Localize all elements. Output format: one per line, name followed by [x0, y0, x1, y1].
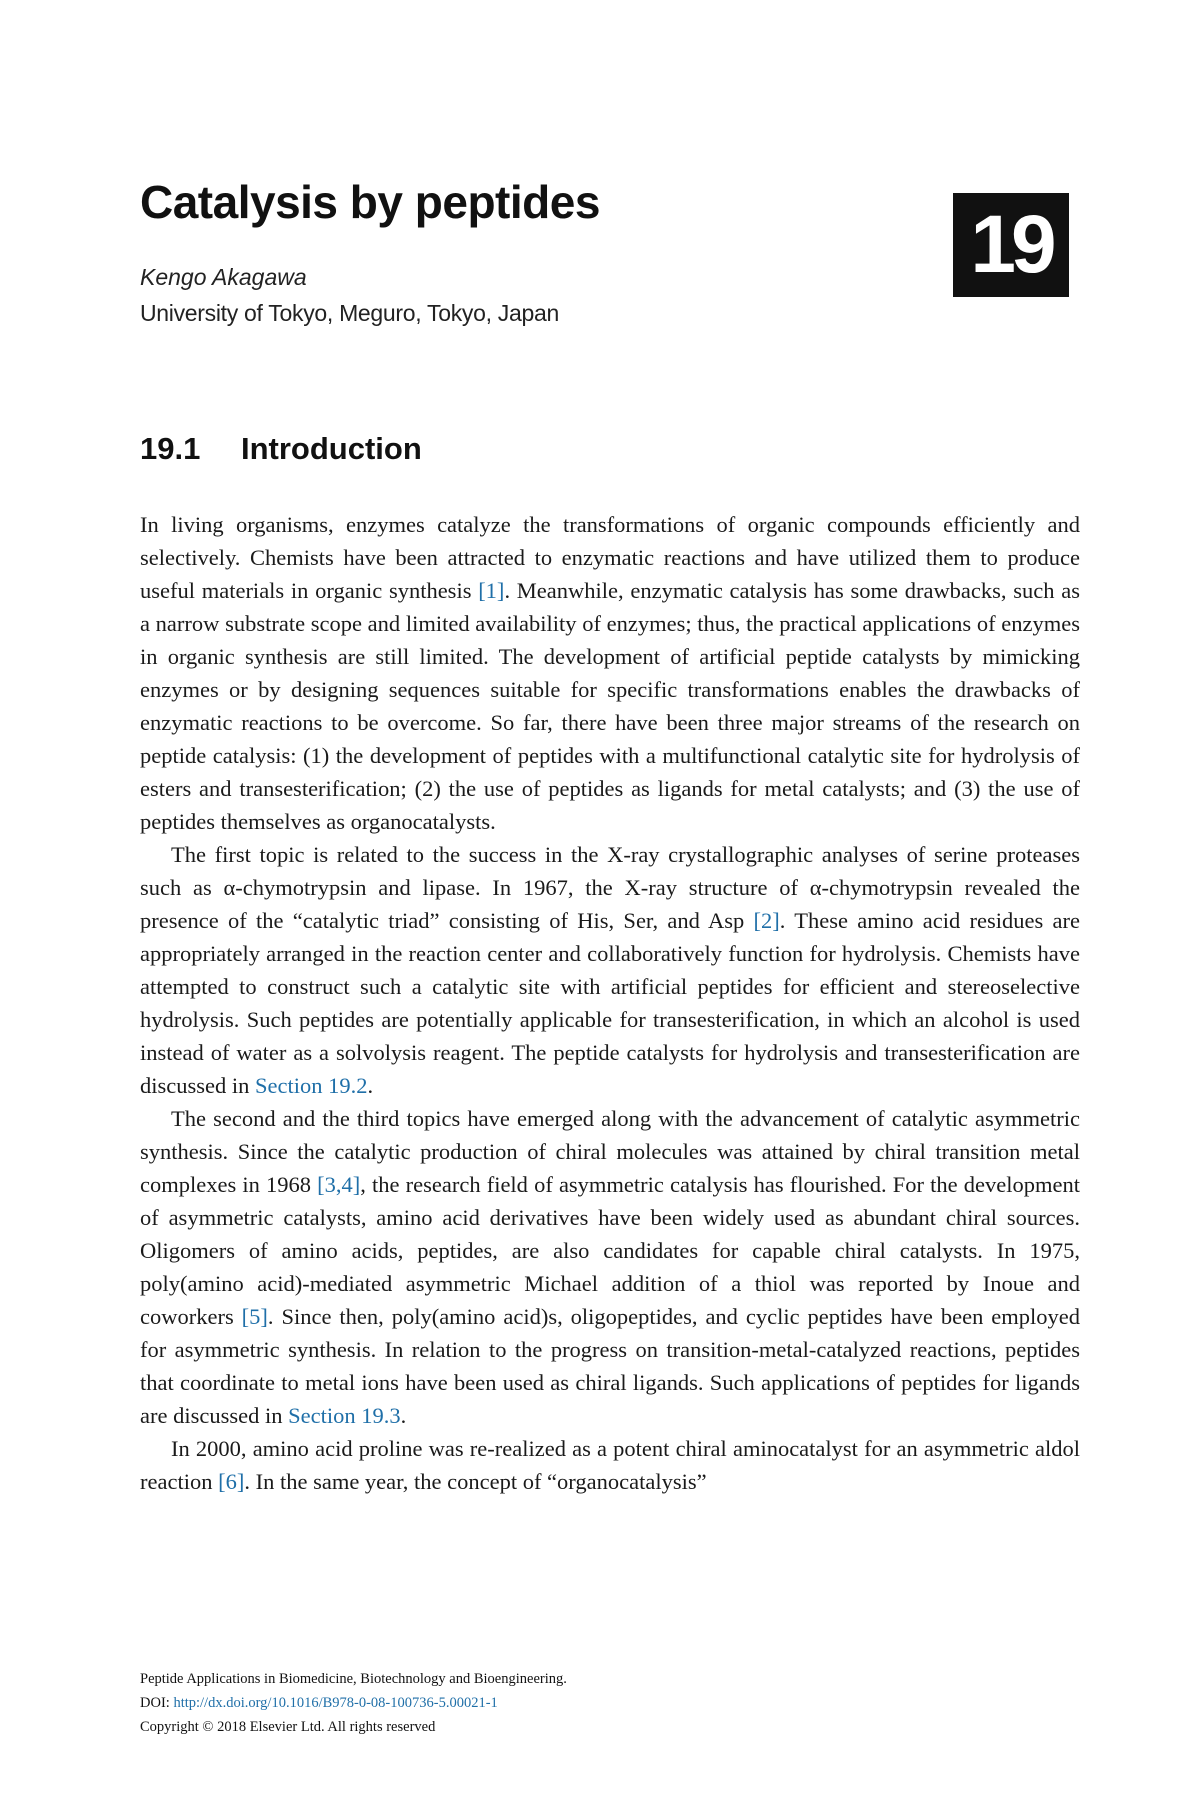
- body-text: [140, 508, 1080, 1498]
- reference-link[interactable]: [1]: [478, 578, 505, 603]
- paragraph-text: . These amino acid residues are appropriately arranged in the reaction center and collaboratively function for hydrolysis. Chemists have attempted to construct such a catalytic site with artificial peptides for efficient and stereoselective hydrolysis. Such peptides are potentially applicable for transesterification, in which an alcohol is used instead of water as a solvolysis reagent. The peptide catalysts for hydrolysis and transesterification are discussed in: [140, 908, 1080, 1098]
- section-number: 19.1: [140, 431, 201, 466]
- doi-label: DOI:: [140, 1695, 170, 1711]
- reference-link[interactable]: [2]: [753, 908, 780, 933]
- paragraph-text: , the research field of asymmetric catalysis has flourished. For the development of asymmetric catalysts, amino acid derivatives have been widely used as abundant chiral sources. Oligomers of amino acids, peptides, are also candidates for capable chiral catalysts. In 1975, poly(amino acid)-mediated asymmetric Michael addition of a thiol was reported by Inoue and coworkers: [140, 1172, 1080, 1329]
- paragraph-text: The second and the third topics have emerged along with the advancement of catalytic asymmetric synthesis. Since the catalytic production of chiral molecules was attained by chiral transition metal complexes in 1968: [140, 1106, 1080, 1197]
- paragraph-text: .: [400, 1403, 407, 1428]
- doi-link[interactable]: http://dx.doi.org/10.1016/B978-0-08-100736-5.00021-1: [173, 1695, 498, 1711]
- paragraph-text: In 2000, amino acid proline was re-realized as a potent chiral aminocatalyst for an asymmetric aldol reaction: [140, 1436, 1080, 1494]
- paragraph-text: The first topic is related to the success in the X-ray crystallographic analyses of serine proteases such as α-chymotrypsin and lipase. In 1967, the X-ray structure of α-chymotrypsin revealed the presence of the “catalytic triad” consisting of His, Ser, and Asp: [140, 842, 1080, 933]
- paragraph: [140, 508, 1080, 838]
- reference-link[interactable]: [5]: [241, 1304, 268, 1329]
- paragraph: [140, 838, 1080, 1102]
- paragraph-text: .: [367, 1073, 374, 1098]
- paragraph-text: . Meanwhile, enzymatic catalysis has some drawbacks, such as a narrow substrate scope and limited availability of enzymes; thus, the practical applications of enzymes in organic synthesis are still limited. The development of artificial peptide catalysts by mimicking enzymes or by designing sequences suitable for specific transformations enables the drawbacks of enzymatic reactions to be overcome. So far, there have been three major streams of the research on peptide catalysis: (1) the development of peptides with a multifunctional catalytic site for hydrolysis of esters and transesterification; (2) the use of peptides as ligands for metal catalysts; and (3) the use of peptides themselves as organocatalysts.: [140, 578, 1080, 834]
- chapter-title: Catalysis by peptides: [140, 176, 600, 228]
- chapter-number-badge: 19: [953, 193, 1069, 297]
- doi-line: [140, 1691, 567, 1715]
- paragraph: [140, 1432, 1080, 1498]
- author-name: Kengo Akagawa: [140, 264, 307, 290]
- reference-link[interactable]: [3,4]: [317, 1172, 361, 1197]
- copyright-notice: Copyright © 2018 Elsevier Ltd. All rights reserved: [140, 1719, 436, 1735]
- book-title-footer: Peptide Applications in Biomedicine, Biotechnology and Bioengineering.: [140, 1671, 567, 1687]
- section-heading: [140, 431, 422, 467]
- paragraph-text: . In the same year, the concept of “organocatalysis”: [244, 1469, 707, 1494]
- author-affiliation: University of Tokyo, Meguro, Tokyo, Japan: [140, 300, 559, 326]
- paragraph: [140, 1102, 1080, 1432]
- section-title: Introduction: [241, 431, 422, 466]
- reference-link[interactable]: [6]: [218, 1469, 245, 1494]
- paragraph-text: . Since then, poly(amino acid)s, oligopeptides, and cyclic peptides have been employed for asymmetric synthesis. In relation to the progress on transition-metal-catalyzed reactions, peptides that coordinate to metal ions have been used as chiral ligands. Such applications of peptides for ligands are discussed in: [140, 1304, 1080, 1428]
- paragraph-text: In living organisms, enzymes catalyze the transformations of organic compounds efficiently and selectively. Chemists have been attracted to enzymatic reactions and have utilized them to produce useful materials in organic synthesis: [140, 512, 1080, 603]
- page-footer: [140, 1667, 567, 1739]
- reference-link[interactable]: Section 19.3: [288, 1403, 401, 1428]
- reference-link[interactable]: Section 19.2: [255, 1073, 368, 1098]
